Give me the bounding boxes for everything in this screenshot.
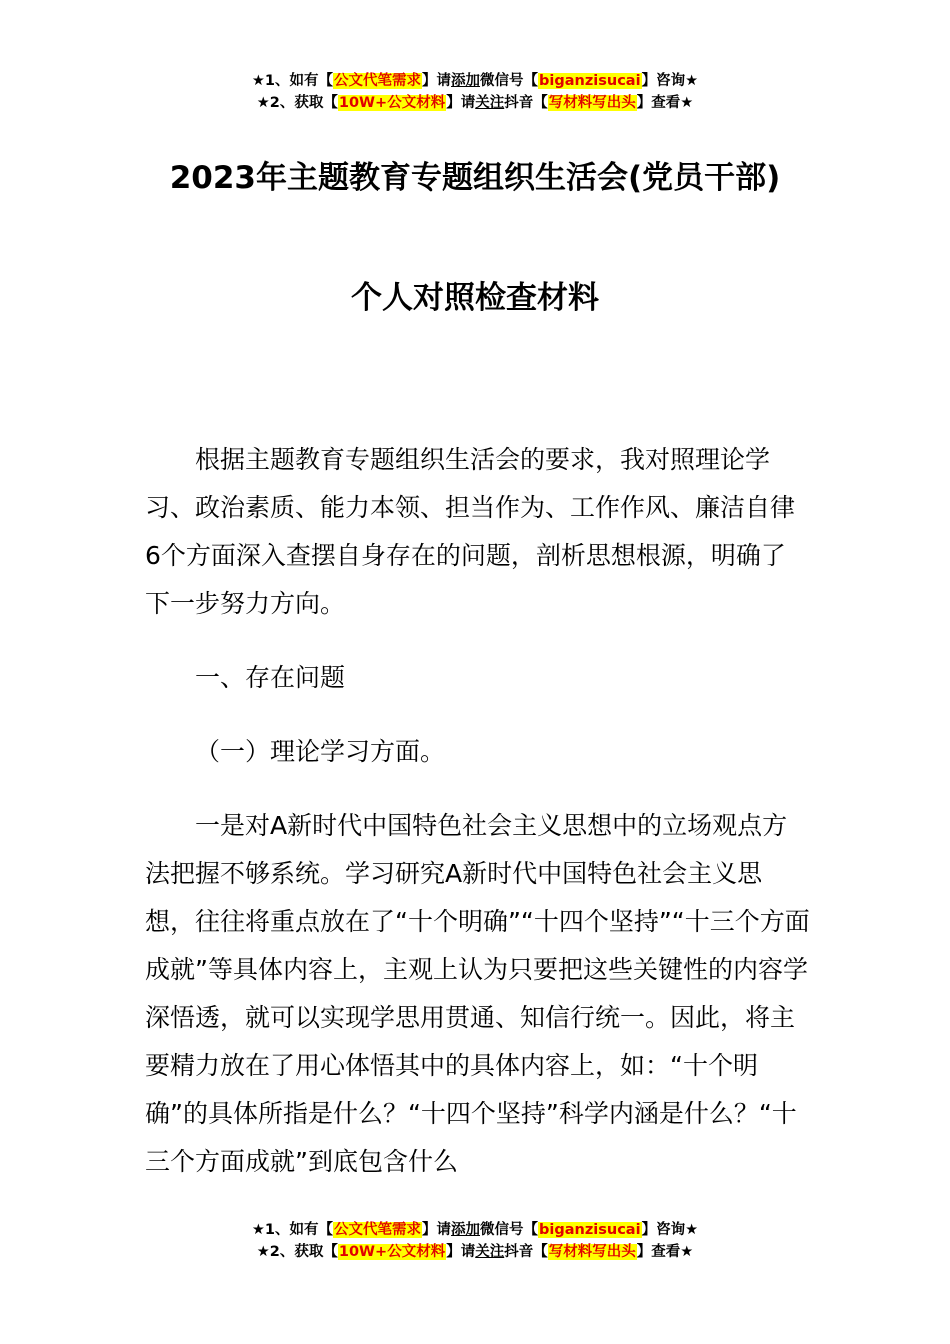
- promo-line-2: [0, 92, 950, 114]
- promo-text: 抖音【: [504, 1244, 548, 1260]
- spacer: [145, 628, 810, 654]
- promo-text: 】请: [422, 73, 452, 89]
- promo-text: 】查看★: [636, 95, 694, 111]
- promo-underline: 添加: [451, 1222, 481, 1238]
- promo-underline: 关注: [475, 1244, 505, 1260]
- promo-text: ★2、获取【: [256, 1244, 338, 1260]
- promo-text: 微信号【: [480, 1222, 539, 1238]
- section-heading: 一、存在问题: [195, 663, 346, 692]
- promo-line-2: [0, 1241, 950, 1263]
- promo-text: ★1、如有【: [251, 1222, 334, 1238]
- document-title-line-1: 2023年主题教育专题组织生活会(党员干部): [169, 160, 781, 196]
- subsection-heading: （一）理论学习方面。: [195, 737, 446, 766]
- spacer: [145, 776, 810, 802]
- document-title-line-2: 个人对照检查材料: [351, 280, 599, 316]
- promo-text: 微信号【: [480, 73, 539, 89]
- promo-highlight: 10W+公文材料: [338, 1244, 446, 1260]
- promo-text: 抖音【: [504, 95, 548, 111]
- promo-highlight: 10W+公文材料: [338, 95, 446, 111]
- document-body: [145, 436, 810, 1186]
- promo-text: 】请: [422, 1222, 452, 1238]
- promo-underline: 添加: [451, 73, 481, 89]
- promo-text: 】咨询★: [641, 73, 699, 89]
- promo-highlight: 公文代笔需求: [334, 1222, 422, 1238]
- promo-highlight: 写材料写出头: [548, 95, 636, 111]
- promo-banner-bottom: [0, 1219, 950, 1263]
- promo-text: 】请: [446, 1244, 476, 1260]
- promo-text: 】请: [446, 95, 476, 111]
- promo-text: 】查看★: [636, 1244, 694, 1260]
- promo-text: 】咨询★: [641, 1222, 699, 1238]
- promo-highlight: 写材料写出头: [548, 1244, 636, 1260]
- promo-text: ★2、获取【: [256, 95, 338, 111]
- promo-highlight: biganzisucai: [539, 1222, 641, 1238]
- promo-underline: 关注: [475, 95, 505, 111]
- promo-line-1: [0, 70, 950, 92]
- promo-highlight: biganzisucai: [539, 73, 641, 89]
- promo-highlight: 公文代笔需求: [334, 73, 422, 89]
- spacer: [145, 702, 810, 728]
- promo-line-1: [0, 1219, 950, 1241]
- promo-banner-top: [0, 70, 950, 114]
- intro-paragraph: 根据主题教育专题组织生活会的要求，我对照理论学习、政治素质、能力本领、担当作为、工作作风、廉洁自律6个方面深入查摆自身存在的问题，剖析思想根源，明确了下一步努力方向。: [145, 445, 796, 618]
- promo-text: ★1、如有【: [251, 73, 334, 89]
- body-paragraph: 一是对A新时代中国特色社会主义思想中的立场观点方法把握不够系统。学习研究A新时代中国特色社会主义思想，往往将重点放在了“十个明确”“十四个坚持”“十三个方面成就”等具体内容上，主观上认为只要把这些关键性的内容学深悟透，就可以实现学思用贯通、知信行统一。因此，将主要精力放在了用心体悟其中的具体内容上，如：“十个明确”的具体所指是什么？“十四个坚持”科学内涵是什么？“十三个方面成就”到底包含什么: [145, 811, 810, 1176]
